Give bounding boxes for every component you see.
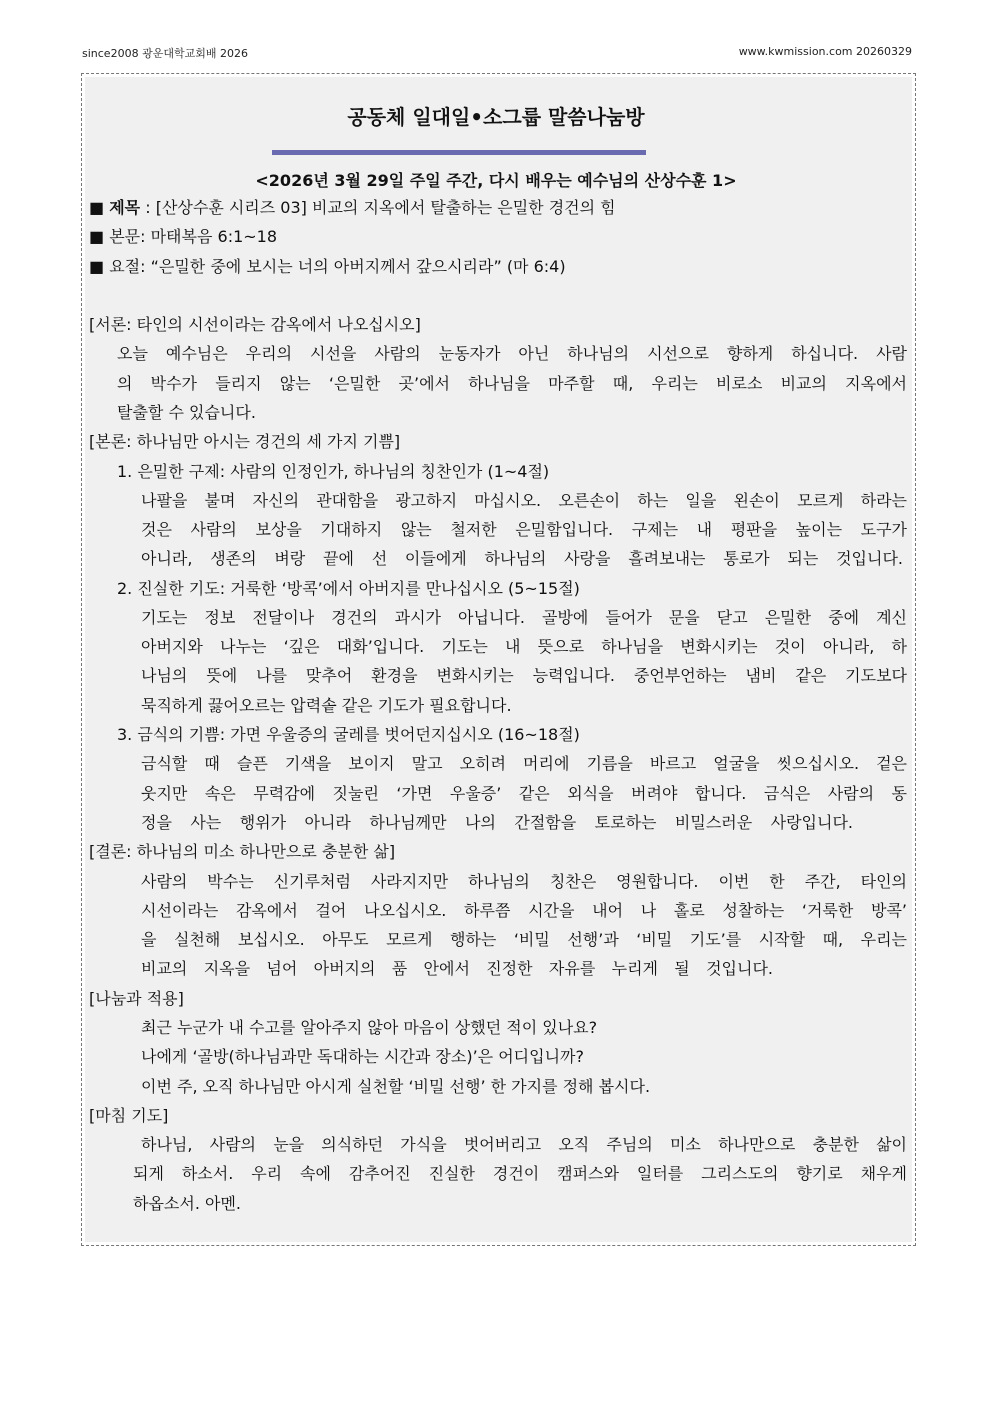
header-left: since2008 광운대학교회배 2026: [82, 47, 248, 60]
prayer-line: 하옵소서. 아멘.: [133, 1194, 241, 1213]
body-heading: [본론: 하나님만 아시는 경건의 세 가지 기쁨]: [89, 432, 401, 451]
intro-line: 탈출할 수 있습니다.: [117, 403, 256, 422]
sharing-question: 나에게 ‘골방(하나님과만 독대하는 시간과 장소)’은 어디입니까?: [141, 1047, 584, 1066]
page-title: 공동체 일대일•소그룹 말씀나눔방: [347, 105, 645, 129]
point-1-line: 나팔을 불며 자신의 관대함을 광고하지 마십시오. 오른손이 하는 일을 왼손이 모르게 하라는: [141, 491, 907, 510]
conclusion-line: 사람의 박수는 신기루처럼 사라지지만 하나님의 칭찬은 영원합니다. 이번 한 주간, 타인의: [141, 872, 907, 891]
prayer-line: 하나님, 사람의 눈을 의식하던 가식을 벗어버리고 오직 주님의 미소 하나만으로 충분한 삶이: [141, 1135, 907, 1154]
prayer-heading: [마침 기도]: [89, 1106, 169, 1125]
content-box: [81, 73, 916, 1246]
page-subtitle: <2026년 3월 29일 주일 주간, 다시 배우는 예수님의 산상수훈 1>: [255, 171, 737, 190]
header-right: www.kwmission.com 20260329: [738, 45, 912, 58]
meta-text-value: 본문: 마태복음 6:1~18: [104, 227, 278, 246]
point-2-line: 나님의 뜻에 나를 맞추어 환경을 변화시키는 능력입니다. 중언부언하는 냄비 같은 기도보다: [141, 666, 907, 685]
point-2-line: 기도는 정보 전달이나 경건의 과시가 아닙니다. 골방에 들어가 문을 닫고 은밀한 중에 계신: [141, 608, 907, 627]
point-1-head: 1. 은밀한 구제: 사람의 인정인가, 하나님의 칭찬인가 (1~4절): [117, 462, 550, 481]
sharing-question: 최근 누군가 내 수고를 알아주지 않아 마음이 상했던 적이 있나요?: [141, 1018, 598, 1037]
point-3-line: 금식할 때 슬픈 기색을 보이지 말고 오히려 머리에 기름을 바르고 얼굴을 씻으십시오. 겉은: [141, 754, 907, 773]
conclusion-line: 비교의 지옥을 넘어 아버지의 품 안에서 진정한 자유를 누리게 될 것입니다.: [141, 959, 773, 978]
sharing-question: 이번 주, 오직 하나님만 아시게 실천할 ‘비밀 선행’ 한 가지를 정해 봅시다.: [141, 1077, 651, 1096]
point-3-line: 웃지만 속은 무력감에 짓눌린 ‘가면 우울증’ 같은 외식을 버려야 합니다. 금식은 사람의 동: [141, 784, 907, 803]
point-3-line: 정을 사는 행위가 아니라 하나님께만 나의 간절함을 토로하는 비밀스러운 사랑입니다.: [141, 813, 853, 832]
intro-line: 오늘 예수님은 우리의 시선을 사람의 눈동자가 아닌 하나님의 시선으로 향하게 하십니다. 사람: [117, 344, 907, 363]
title-rule: [272, 150, 646, 155]
meta-title-label: 제목: [109, 198, 141, 217]
point-2-line: 묵직하게 끓어오르는 압력솥 같은 기도가 필요합니다.: [141, 696, 512, 715]
meta-key: [89, 257, 566, 277]
point-3-head: 3. 금식의 기쁨: 가면 우울증의 굴레를 벗어던지십시오 (16~18절): [117, 725, 580, 744]
conclusion-line: 시선이라는 감옥에서 걸어 나오십시오. 하루쯤 시간을 내어 나 홀로 성찰하는 ‘거룩한 방콕’: [141, 901, 907, 920]
bullet-square: ■: [89, 227, 105, 246]
bullet-square: ■: [89, 198, 105, 217]
meta-key-value: 요절: “은밀한 중에 보시는 너의 아버지께서 갚으시리라” (마 6:4): [104, 257, 566, 276]
intro-line: 의 박수가 들리지 않는 ‘은밀한 곳’에서 하나님을 마주할 때, 우리는 비로소 비교의 지옥에서: [117, 374, 907, 393]
point-1-line: 아니라, 생존의 벼랑 끝에 선 이들에게 하나님의 사랑을 흘려보내는 통로가 되는 것입니다.: [141, 549, 903, 568]
bullet-square: ■: [89, 257, 105, 276]
meta-text: [89, 227, 277, 247]
point-2-line: 아버지와 나누는 ‘깊은 대화’입니다. 기도는 내 뜻으로 하나님을 변화시키는 것이 아니라, 하: [141, 637, 907, 656]
meta-title-value: : [산상수훈 시리즈 03] 비교의 지옥에서 탈출하는 은밀한 경건의 힘: [140, 198, 616, 217]
prayer-line: 되게 하소서. 우리 속에 감추어진 진실한 경건이 캠퍼스와 일터를 그리스도의 향기로 채우게: [133, 1164, 907, 1183]
conclusion-line: 을 실천해 보십시오. 아무도 모르게 행하는 ‘비밀 선행’과 ‘비밀 기도’를 시작할 때, 우리는: [141, 930, 907, 949]
meta-title: [89, 198, 616, 218]
conclusion-heading: [결론: 하나님의 미소 하나만으로 충분한 삶]: [89, 842, 396, 861]
sharing-heading: [나눔과 적용]: [89, 989, 184, 1008]
point-1-line: 것은 사람의 보상을 기대하지 않는 철저한 은밀함입니다. 구제는 내 평판을 높이는 도구가: [141, 520, 907, 539]
intro-heading: [서론: 타인의 시선이라는 감옥에서 나오십시오]: [89, 315, 421, 334]
point-2-head: 2. 진실한 기도: 거룩한 ‘방콕’에서 아버지를 만나십시오 (5~15절): [117, 579, 580, 598]
